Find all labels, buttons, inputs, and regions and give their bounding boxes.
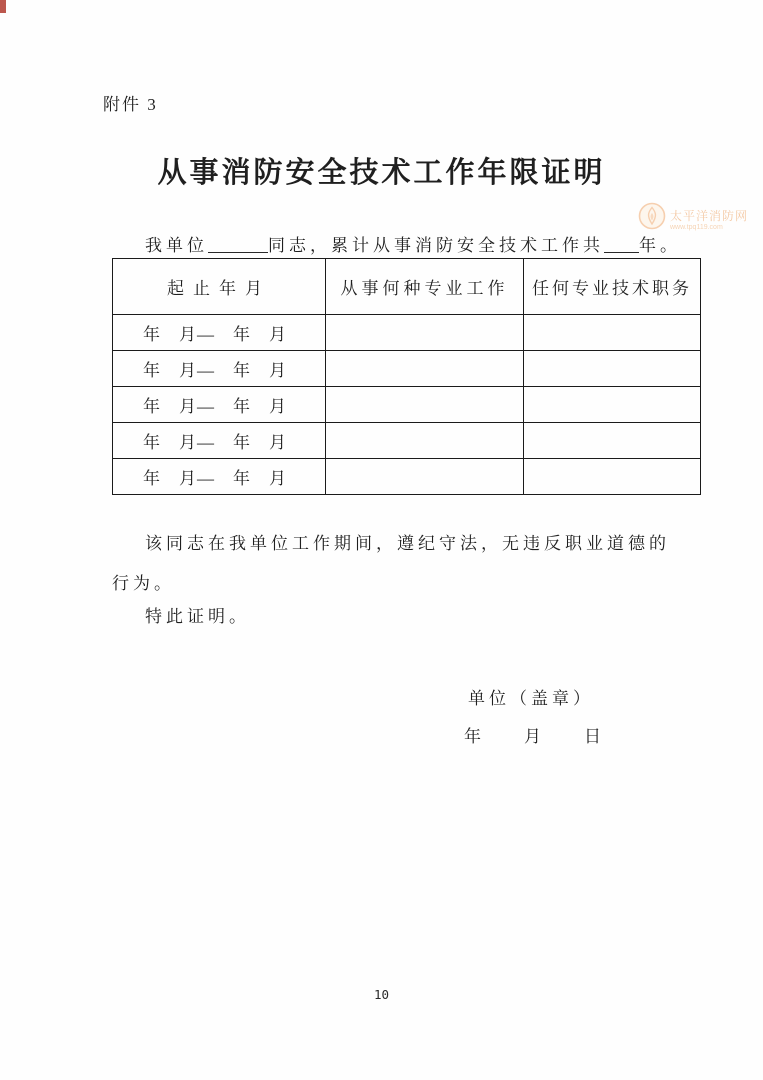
period-cell: 年 月— 年 月	[113, 387, 326, 423]
signature-unit-label: 单位（盖章）	[468, 689, 594, 708]
intro-part3: 年。	[639, 236, 681, 255]
work-history-table	[112, 258, 701, 495]
title-cell	[524, 423, 701, 459]
name-blank-field	[208, 237, 268, 253]
closing-statement: 特此证明。	[145, 607, 250, 626]
period-cell: 年 月— 年 月	[113, 315, 326, 351]
title-cell	[524, 315, 701, 351]
profession-cell	[326, 387, 524, 423]
page-title: 从事消防安全技术工作年限证明	[157, 157, 606, 189]
watermark-text	[670, 207, 748, 231]
watermark-url: www.tpq119.com	[670, 223, 723, 231]
profession-cell	[326, 315, 524, 351]
period-cell: 年 月— 年 月	[113, 459, 326, 495]
table-row	[113, 423, 701, 459]
intro-part2: 同志，累计从事消防安全技术工作共	[268, 236, 604, 255]
paragraph-line-2: 行为。	[112, 574, 175, 593]
column-header-profession: 从事何种专业工作	[326, 259, 524, 315]
profession-cell	[326, 351, 524, 387]
watermark-name: 太平洋消防网	[670, 208, 749, 223]
intro-sentence	[112, 231, 712, 256]
profession-cell	[326, 459, 524, 495]
title-cell	[524, 351, 701, 387]
period-cell: 年 月— 年 月	[113, 351, 326, 387]
title-cell	[524, 459, 701, 495]
signature-date-line: 年 月 日	[464, 727, 604, 746]
attachment-label: 附件 3	[103, 95, 158, 114]
intro-part1: 我单位	[145, 236, 208, 255]
body-paragraph	[112, 524, 712, 604]
table-row	[113, 351, 701, 387]
scan-artifact	[0, 0, 6, 13]
column-header-period: 起止年月	[113, 259, 326, 315]
table-row	[113, 387, 701, 423]
table-row	[113, 315, 701, 351]
period-cell: 年 月— 年 月	[113, 423, 326, 459]
table-header-row	[113, 259, 701, 315]
page-number: 10	[373, 987, 390, 1002]
paragraph-line-1: 该同志在我单位工作期间，遵纪守法，无违反职业道德的	[145, 534, 670, 553]
years-blank-field	[604, 237, 639, 253]
profession-cell	[326, 423, 524, 459]
column-header-title: 任何专业技术职务	[524, 259, 701, 315]
table-row	[113, 459, 701, 495]
title-cell	[524, 387, 701, 423]
